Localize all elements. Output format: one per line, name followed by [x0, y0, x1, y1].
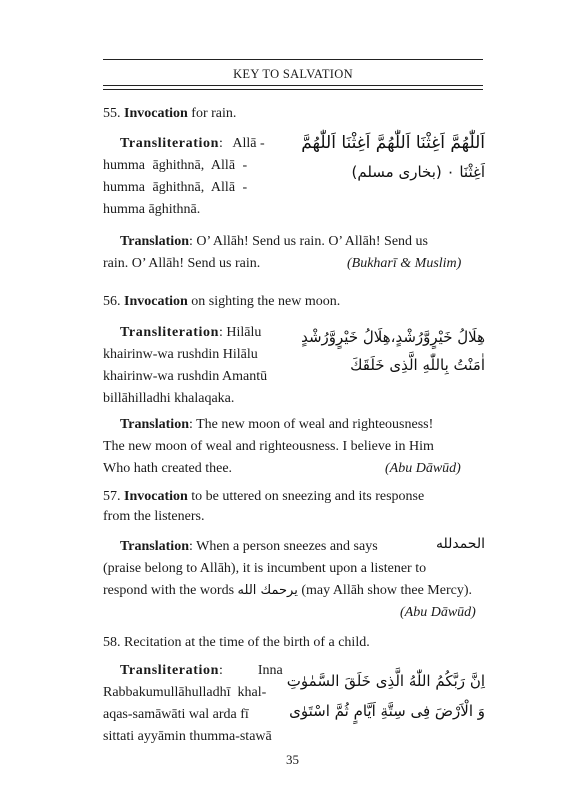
s55-translit-line-1: Transliteration: Allā -	[120, 136, 265, 151]
s56-translation-line-1: Translation: The new moon of weal and righteousness!	[120, 417, 434, 432]
s56-source: (Abu Dāwūd)	[385, 461, 461, 476]
s57-translation-line-2: (praise belong to Allāh), it is incumbent upon a listener to	[103, 561, 427, 576]
s57-source: (Abu Dāwūd)	[400, 605, 476, 620]
s58-translit-line-1: Transliteration: Inna	[120, 663, 283, 678]
s55-translit-line-2: humma āghithnā, Allā -	[103, 158, 248, 173]
s55-arabic-line-1: اَللّٰهُمَّ اَغِثْنَا اَللّٰهُمَّ اَغِثْنَا اَللّٰهُمَّ	[301, 133, 485, 153]
s55-translation-line-2: rain. O’ Allāh! Send us rain.	[103, 256, 261, 271]
s58-translit-line-2: Rabbakumullāhulladhī khal-	[103, 685, 267, 700]
s56-translation-line-3: Who hath created thee.	[103, 461, 233, 476]
section-57-title-line-2: from the listeners.	[103, 509, 205, 524]
page-number: 35	[286, 752, 299, 767]
s55-translit-line-3: humma āghithnā, Allā -	[103, 180, 248, 195]
header-top-rule	[103, 59, 483, 60]
s58-arabic-line-2: وَ الْاَرْضَ فِى سِتَّةِ اَيَّامٍ ثُمَّ اسْتَوٰى	[289, 702, 485, 720]
s58-arabic-line-1: اِنَّ رَبَّكُمُ اللّٰهُ الَّذِى خَلَقَ السَّمٰوٰتِ	[286, 672, 485, 690]
s56-translit-line-2: khairinw-wa rushdin Hilālu	[103, 347, 258, 362]
s57-translation-line-1: Translation: When a person sneezes and says	[120, 539, 378, 554]
s55-source: (Bukharī & Muslim)	[347, 256, 462, 271]
s56-translit-line-1: Transliteration: Hilālu	[120, 325, 262, 340]
s55-translation-line-1: Translation: O’ Allāh! Send us rain. O’ Allāh! Send us	[120, 234, 428, 249]
header-bottom-rule-2	[103, 89, 483, 90]
s58-translit-line-3: aqas-samāwāti wal arda fī	[103, 707, 249, 722]
s56-translit-line-3: khairinw-wa rushdin Amantū	[103, 369, 268, 384]
s55-arabic-line-2: اَغِثْنَا ۰ (بخاری مسلم)	[351, 163, 485, 181]
s58-translit-line-4: sittati ayyāmin thumma-stawā	[103, 729, 272, 744]
s56-translit-line-4: billāhilladhi khalaqaka.	[103, 391, 235, 406]
running-header: KEY TO SALVATION	[233, 67, 353, 81]
s57-arabic-yarhamukallah: يرحمك الله	[237, 583, 298, 598]
section-56-title: 56. Invocation on sighting the new moon.	[103, 294, 341, 309]
section-55-title: 55. Invocation for rain.	[103, 106, 237, 121]
s56-translation-line-2: The new moon of weal and righteousness. I believe in Him	[103, 439, 434, 454]
s57-arabic-alhamdulillah: الحمدلله	[435, 536, 485, 552]
section-57-title: 57. Invocation to be uttered on sneezing and its response	[103, 489, 425, 504]
s55-translit-line-4: humma āghithnā.	[103, 202, 201, 217]
s56-arabic-line-1: هِلَالُ خَيْرٍوَّرُشْدٍ،هِلَالُ خَيْرٍوَّرُشْدٍ	[301, 328, 485, 346]
section-58-title: 58. Recitation at the time of the birth of a child.	[103, 635, 370, 650]
s57-translation-line-3: respond with the words يرحمك الله (may Allāh show thee Mercy).	[103, 583, 473, 598]
s56-arabic-line-2: اٰمَنْتُ بِاللّٰهِ الَّذِى خَلَقَكَ	[350, 356, 485, 374]
header-bottom-rule	[103, 85, 483, 86]
